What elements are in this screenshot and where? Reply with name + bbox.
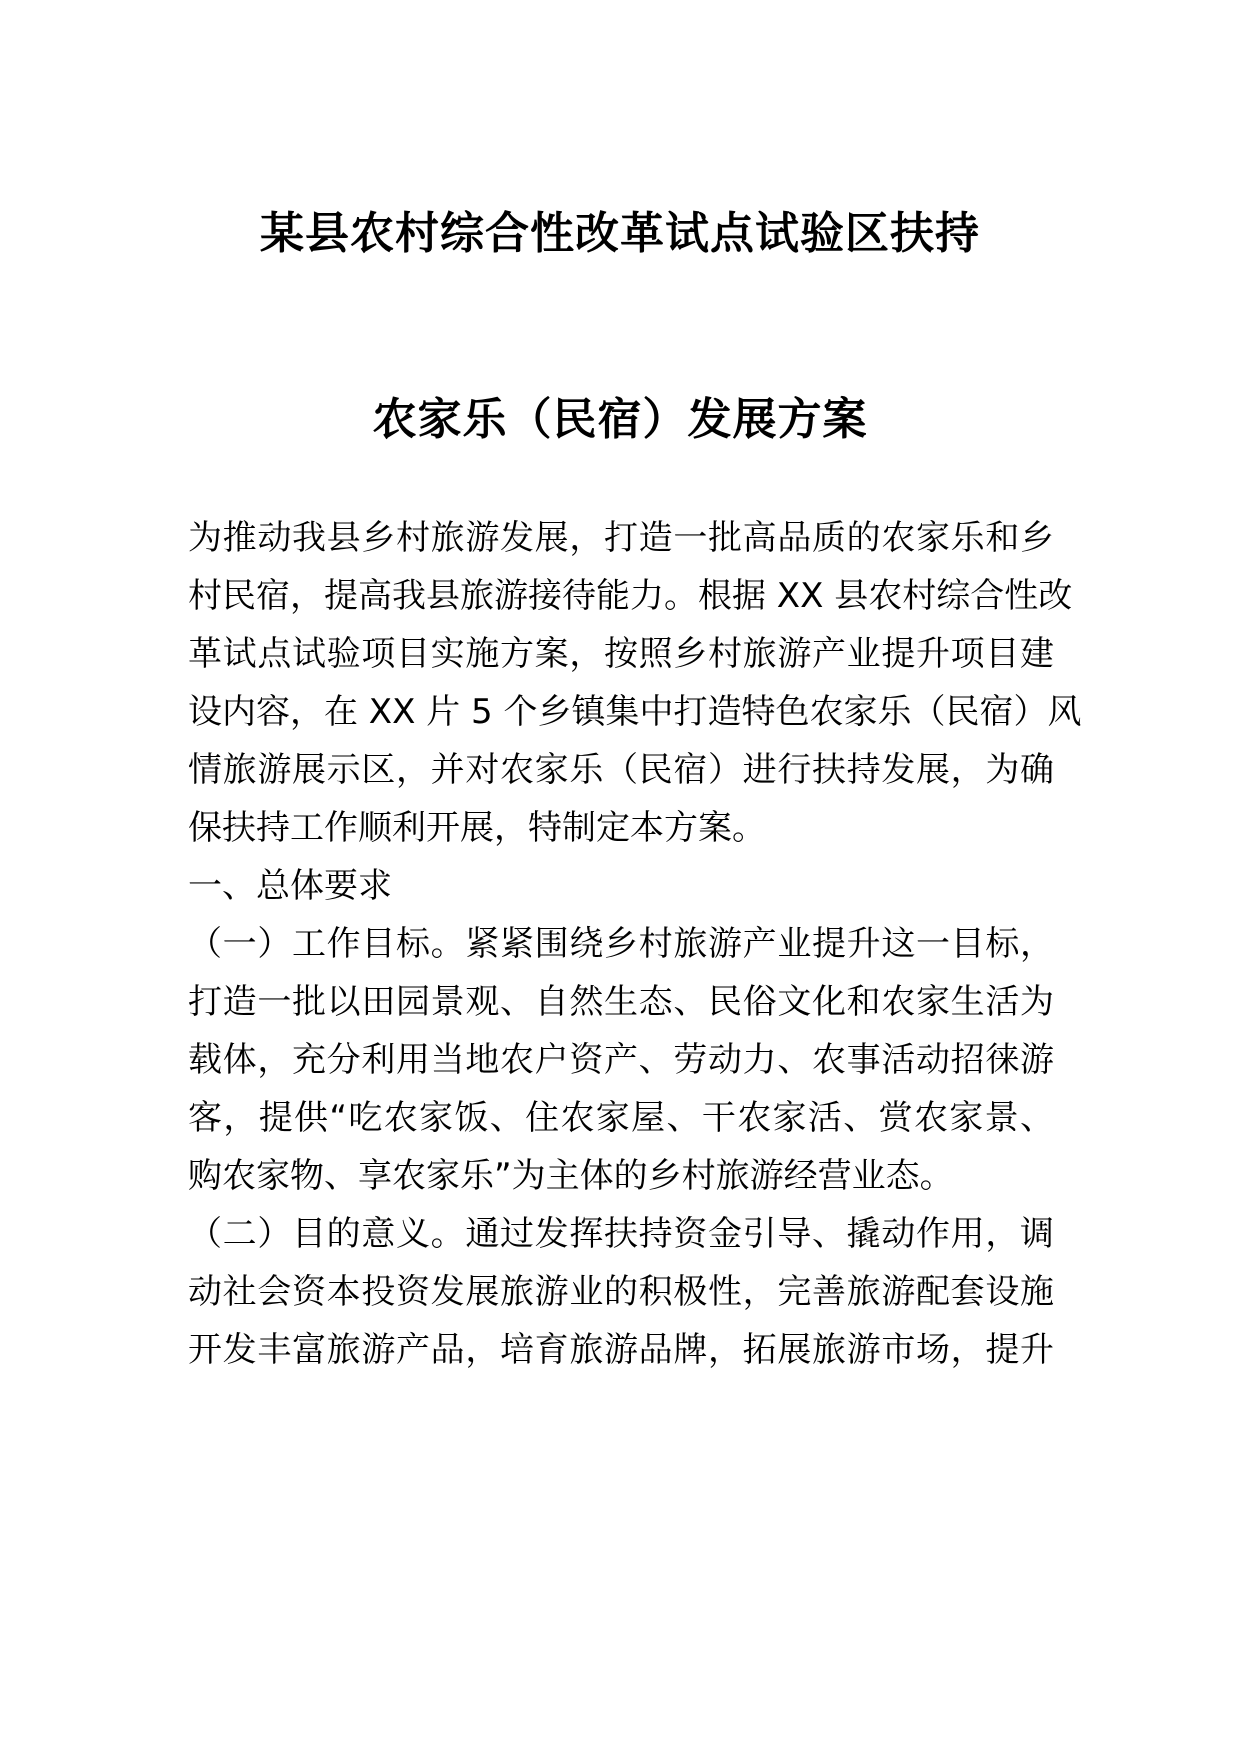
body-line-6: 保扶持工作顺利开展，特制定本方案。 <box>188 808 766 848</box>
section-heading: 一、总体要求 <box>188 866 392 906</box>
body-line-15: 开发丰富旅游产品，培育旅游品牌，拓展旅游市场，提升 <box>188 1330 1054 1370</box>
body-line-11: 客，提供“吃农家饭、住农家屋、干农家活、赏农家景、 <box>188 1098 1054 1138</box>
body-line-13: （二）目的意义。通过发挥扶持资金引导、撬动作用，调 <box>188 1214 1054 1254</box>
body-line-2: 村民宿，提高我县旅游接待能力。根据 XX 县农村综合性改 <box>188 576 1073 616</box>
body-line-10: 载体，充分利用当地农户资产、劳动力、农事活动招徕游 <box>188 1040 1054 1080</box>
document-title-line-2: 农家乐（民宿）发展方案 <box>372 394 868 445</box>
document-title-line-1: 某县农村综合性改革试点试验区扶持 <box>260 208 980 259</box>
body-line-12: 购农家物、享农家乐”为主体的乡村旅游经营业态。 <box>188 1156 954 1196</box>
body-line-3: 革试点试验项目实施方案，按照乡村旅游产业提升项目建 <box>188 634 1054 674</box>
body-line-4: 设内容，在 XX 片 5 个乡镇集中打造特色农家乐（民宿）风 <box>188 692 1082 732</box>
body-line-9: 打造一批以田园景观、自然生态、民俗文化和农家生活为 <box>188 982 1054 1022</box>
body-line-5: 情旅游展示区，并对农家乐（民宿）进行扶持发展，为确 <box>188 750 1054 790</box>
body-line-8: （一）工作目标。紧紧围绕乡村旅游产业提升这一目标， <box>188 924 1054 964</box>
body-line-1: 为推动我县乡村旅游发展，打造一批高品质的农家乐和乡 <box>188 518 1054 558</box>
body-line-14: 动社会资本投资发展旅游业的积极性，完善旅游配套设施 <box>188 1272 1054 1312</box>
